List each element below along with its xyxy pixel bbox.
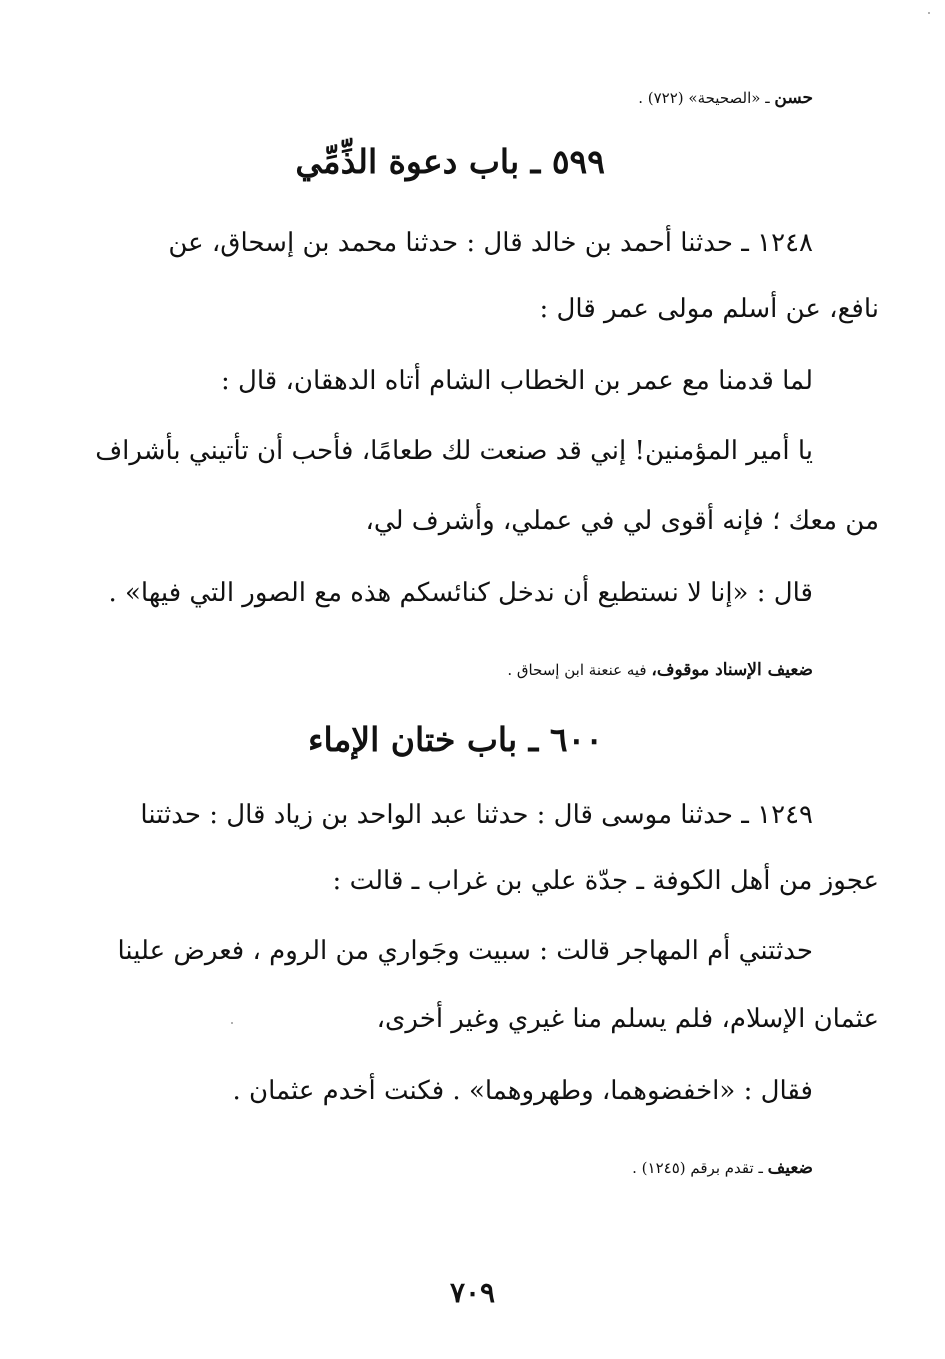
hadith-1249-line-5: فقال : «اخفضوهما، وطهروهما» . فكنت أخدم عثمان . xyxy=(232,1076,813,1106)
hadith-1248-grade: ضعيف الإسناد موقوف، xyxy=(651,660,813,680)
hadith-1248-grade-note: فيه عنعنة ابن إسحاق . xyxy=(507,661,652,679)
hadith-1249-line-4: عثمان الإسلام، فلم يسلم منا غيري وغير أخرى، xyxy=(376,1004,879,1034)
chapter-599-title: ٥٩٩ ـ باب دعوة الذِّمِّي xyxy=(295,142,605,181)
top-grade-note: ـ «الصحيحة» (٧٢٢) . xyxy=(638,89,775,107)
hadith-1248-line-2: نافع، عن أسلم مولى عمر قال : xyxy=(539,294,879,324)
hadith-1249-line-1: ١٢٤٩ ـ حدثنا موسى قال : حدثنا عبد الواحد بن زياد قال : حدثتنا xyxy=(140,800,813,830)
scan-speck xyxy=(928,12,930,14)
hadith-1249-line-3: حدثتني أم المهاجر قالت : سبيت وجَواري من الروم ، فعرض علينا xyxy=(117,936,813,966)
top-grade: حسن xyxy=(774,88,813,108)
hadith-1248-line-1: ١٢٤٨ ـ حدثنا أحمد بن خالد قال : حدثنا محمد بن إسحاق، عن xyxy=(168,228,813,258)
hadith-1248-grade-line xyxy=(507,660,813,680)
hadith-1248-line-6: قال : «إنا لا نستطيع أن ندخل كنائسكم هذه مع الصور التي فيها» . xyxy=(108,578,813,608)
hadith-1249-line-2: عجوز من أهل الكوفة ـ جدّة علي بن غراب ـ قالت : xyxy=(332,866,879,896)
hadith-1248-line-5: من معك ؛ فإنه أقوى لي في عملي، وأشرف لي، xyxy=(365,506,879,536)
hadith-1248-line-3: لما قدمنا مع عمر بن الخطاب الشام أتاه الدهقان، قال : xyxy=(220,366,813,396)
hadith-1249-grade: ضعيف xyxy=(767,1158,813,1178)
hadith-1248-line-4: يا أمير المؤمنين! إني قد صنعت لك طعامًا، فأحب أن تأتيني بأشراف xyxy=(95,436,813,466)
chapter-600-title: ٦٠٠ ـ باب ختان الإماء xyxy=(308,720,603,759)
top-grade-line xyxy=(638,88,813,108)
hadith-1249-grade-note: ـ تقدم برقم (١٢٤٥) . xyxy=(632,1159,768,1177)
scan-speck xyxy=(231,1022,233,1024)
hadith-1249-grade-line xyxy=(632,1158,813,1178)
page-number: ٧٠٩ xyxy=(449,1276,496,1309)
